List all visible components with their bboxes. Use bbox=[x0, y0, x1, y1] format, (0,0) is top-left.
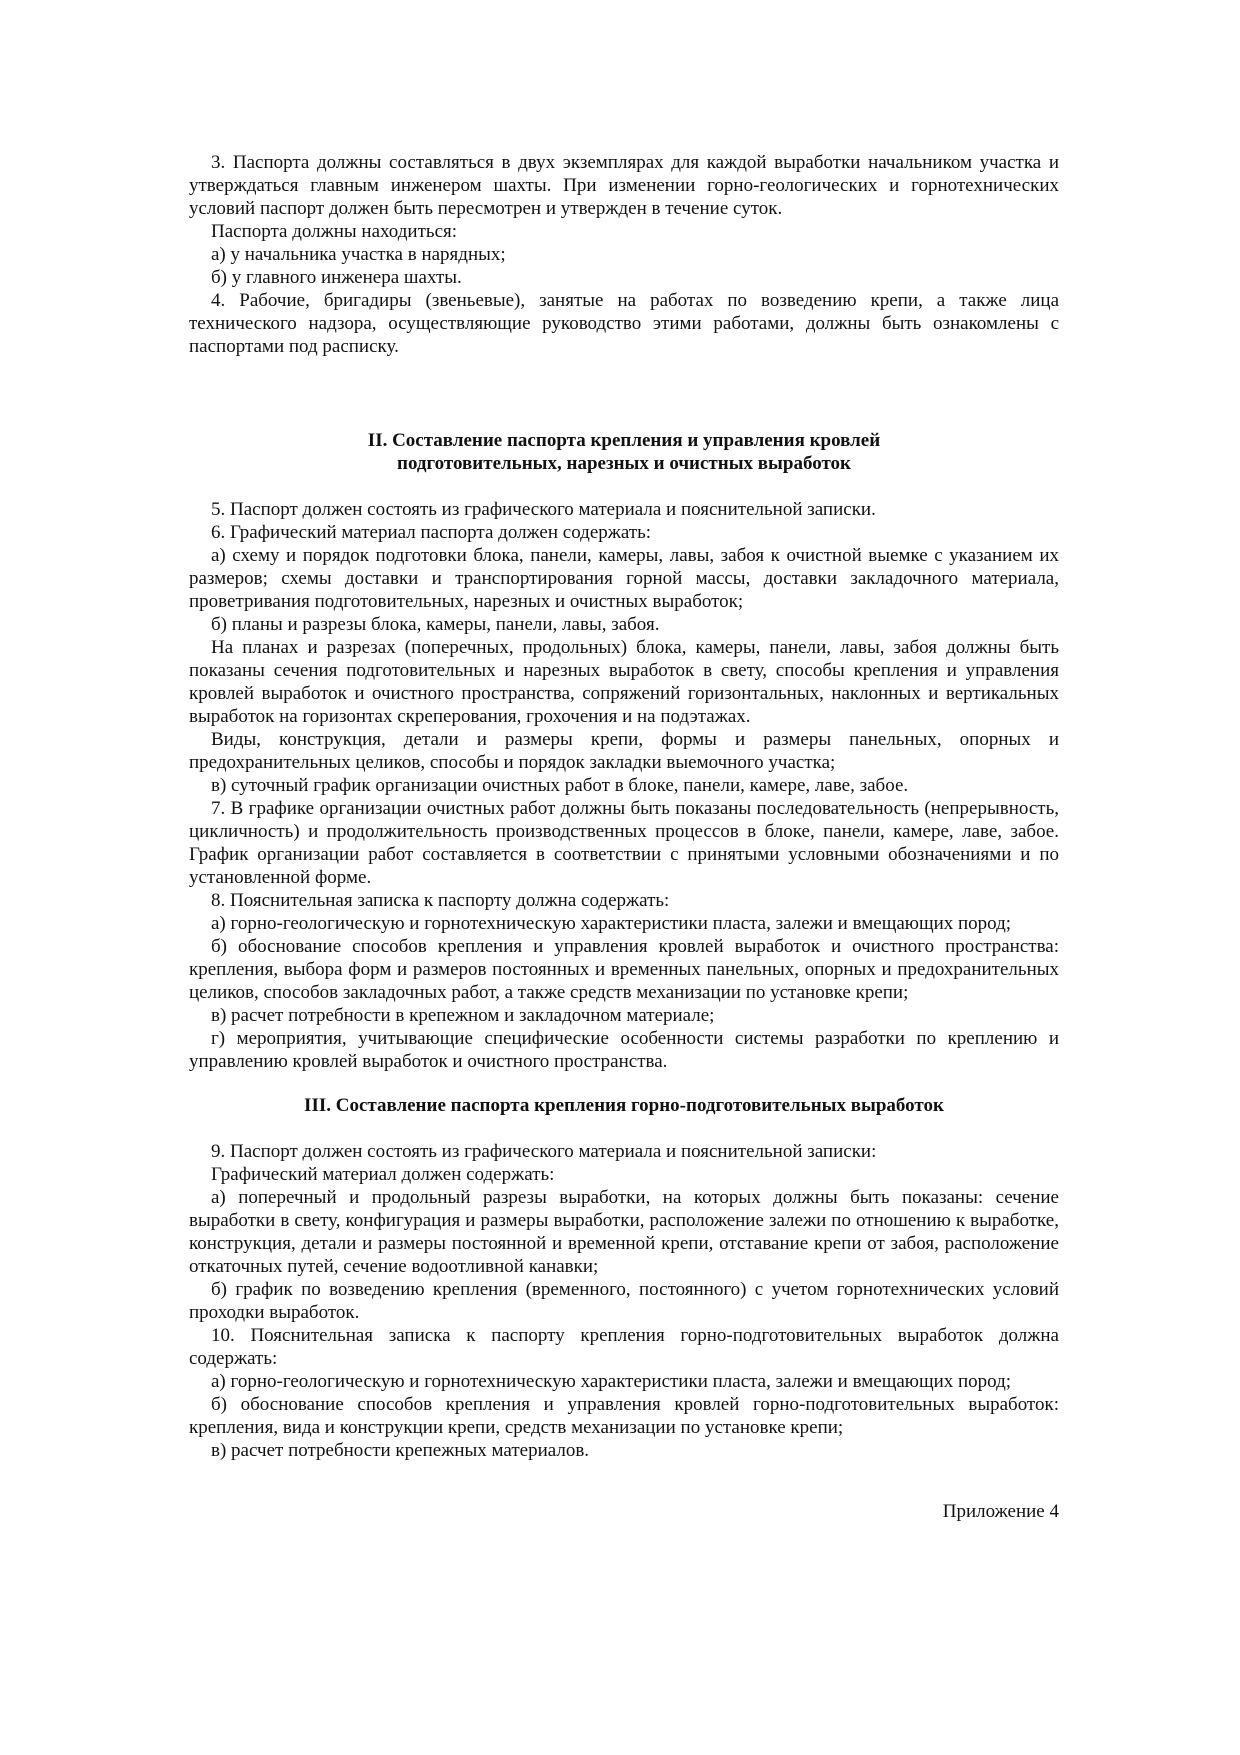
list-item-b: б) обоснование способов крепления и управления кровлей горно-подготовительных выработок: крепления, вида и конструкции крепи, средств механизации по установке крепи; bbox=[189, 1394, 1059, 1438]
paragraph-7: 7. В графике организации очистных работ должны быть показаны последовательность (непрерывность, цикличность) и продолжительность производственных процессов в блоке, панели, камере, лаве, забое. График организации работ составляется в соответствии с принятыми условными обозначениями и по установленной форме. bbox=[189, 798, 1059, 888]
paragraph-9: 9. Паспорт должен состоять из графического материала и пояснительной записки: bbox=[211, 1141, 877, 1162]
paragraph-plans: На планах и разрезах (поперечных, продольных) блока, камеры, панели, лавы, забоя должны быть показаны сечения подготовительных и нарезных выработок в свету, способы крепления и управления кровлей выработок и очистного пространства, сопряжений горизонтальных, наклонных и вертикальных выработок на горизонтах скреперования, грохочения и на подэтажах. bbox=[189, 637, 1059, 727]
section-3-title: III. Составление паспорта крепления горно-подготовительных выработок bbox=[304, 1095, 944, 1116]
list-item-b: б) обоснование способов крепления и управления кровлей выработок и очистного пространства: крепления, выбора форм и размеров постоянных и временных панельных, опорных и предохранительных целиков, способов закладочных работ, а также средств механизации по установке крепи; bbox=[189, 936, 1059, 1003]
list-item-v: в) расчет потребности крепежных материалов. bbox=[211, 1440, 590, 1461]
spacer bbox=[189, 1073, 1059, 1094]
section-1 bbox=[189, 151, 1059, 358]
list-item-v: в) расчет потребности в крепежном и закладочном материале; bbox=[211, 1005, 715, 1026]
paragraph-5: 5. Паспорт должен состоять из графического материала и пояснительной записки. bbox=[211, 499, 876, 520]
paragraph-graphic: Графический материал должен содержать: bbox=[211, 1164, 555, 1185]
list-item-b: б) график по возведению крепления (временного, постоянного) с учетом горнотехнических условий проходки выработок. bbox=[189, 1279, 1059, 1323]
list-item-a: а) у начальника участка в нарядных; bbox=[211, 244, 506, 265]
paragraph-3: 3. Паспорта должны составляться в двух экземплярах для каждой выработки начальником участка и утверждаться главным инженером шахты. При изменении горно-геологических и горнотехнических условий паспорт должен быть пересмотрен и утвержден в течение суток. bbox=[189, 152, 1059, 219]
section-2-title-line-2: подготовительных, нарезных и очистных выработок bbox=[397, 453, 851, 474]
list-item-g: г) мероприятия, учитывающие специфические особенности системы разработки по креплению и управлению кровлей выработок и очистного пространства. bbox=[189, 1028, 1059, 1072]
paragraph-10: 10. Пояснительная записка к паспорту крепления горно-подготовительных выработок должна содержать: bbox=[189, 1325, 1059, 1369]
paragraph-types: Виды, конструкция, детали и размеры крепи, формы и размеры панельных, опорных и предохранительных целиков, способы и порядок закладки выемочного участка; bbox=[189, 729, 1059, 773]
paragraph-4: 4. Рабочие, бригадиры (звеньевые), занятые на работах по возведению крепи, а также лица технического надзора, осуществляющие руководство этими работами, должны быть ознакомлены с паспортами под расписку. bbox=[189, 290, 1059, 357]
section-3 bbox=[189, 1094, 1059, 1462]
list-item-v: в) суточный график организации очистных работ в блоке, панели, камере, лаве, забое. bbox=[211, 775, 909, 796]
spacer bbox=[189, 358, 1059, 429]
paragraph-6: 6. Графический материал паспорта должен содержать: bbox=[211, 522, 652, 543]
list-item-b: б) у главного инженера шахты. bbox=[211, 267, 462, 288]
appendix-label: Приложение 4 bbox=[942, 1501, 1059, 1522]
list-item-a: а) схему и порядок подготовки блока, панели, камеры, лавы, забоя к очистной выемке с указанием их размеров; схемы доставки и транспортирования горной массы, доставки закладочного материала, проветривания подготовительных, нарезных и очистных выработок; bbox=[189, 545, 1059, 612]
section-2-title-line-1: II. Составление паспорта крепления и управления кровлей bbox=[367, 430, 881, 451]
spacer bbox=[189, 475, 1059, 498]
list-item-a: а) поперечный и продольный разрезы выработки, на которых должны быть показаны: сечение выработки в свету, конфигурация и размеры выработки, расположение залежи по отношению к выработке, конструкция, детали и размеры постоянной и временной крепи, отставание крепи от забоя, расположение откаточных путей, сечение водоотливной канавки; bbox=[189, 1187, 1059, 1277]
section-2 bbox=[189, 429, 1059, 1073]
paragraph-locations: Паспорта должны находиться: bbox=[211, 221, 458, 242]
document-page bbox=[189, 151, 1059, 1523]
list-item-a: а) горно-геологическую и горнотехническую характеристики пласта, залежи и вмещающих пород; bbox=[211, 1371, 1012, 1392]
paragraph-8: 8. Пояснительная записка к паспорту должна содержать: bbox=[211, 890, 670, 911]
spacer bbox=[189, 1462, 1059, 1500]
list-item-b: б) планы и разрезы блока, камеры, панели, лавы, забоя. bbox=[211, 614, 660, 635]
list-item-a: а) горно-геологическую и горнотехническую характеристики пласта, залежи и вмещающих пород; bbox=[211, 913, 1012, 934]
spacer bbox=[189, 1117, 1059, 1140]
